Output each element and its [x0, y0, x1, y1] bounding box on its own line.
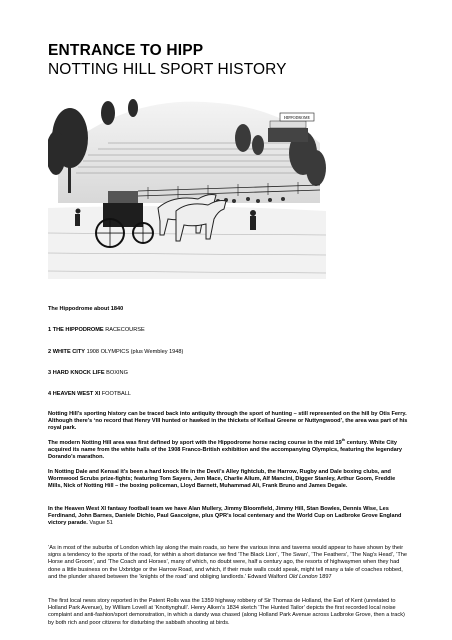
paragraph-walford-quote	[48, 545, 410, 581]
toc-rest: BOXING	[106, 370, 128, 376]
sign-text: HIPPODROME	[283, 115, 311, 120]
paragraph-boxing: In Notting Dale and Kensal it’s been a hard knock life in the Devil’s Alley fightclub, the Harrow, Rugby and Dale boxing clubs, and Wormwood Scrubs prize-fights; featuring Tom Sayers, Jem Mace, Charlie Allum, Alf Mancini, Digger Stanley, Arthur Goom, Freddie Mills, Nick of Notting Hill – the boxing policeman, Lloyd Barnett, Muhammad Ali, Frank Bruno and James Degale.	[48, 469, 396, 490]
title-line-2: NOTTING HILL SPORT HISTORY	[48, 61, 287, 78]
toc-num: 1	[48, 327, 52, 333]
toc-item-1	[48, 327, 408, 333]
para-text: Vague 51	[87, 520, 113, 527]
para-text: 1897	[317, 573, 332, 580]
toc-title: HEAVEN WEST XI	[52, 391, 101, 397]
toc-num: 3	[48, 370, 52, 376]
superscript: th	[341, 438, 346, 443]
toc-item-3	[48, 370, 408, 376]
para-text: In the Heaven West XI fantasy football team we have Alan Mullery, Jimmy Bloomfield, Jimmy Hill, Stan Bowles, Dennis Wise, Les Ferdinand, John Barnes, Daniele Dichio, Paul Gascoigne, plus QPR’s local centenary and the World Cup on Ladbroke Grove England victory parade.	[48, 506, 402, 527]
toc-title: HARD KNOCK LIFE	[52, 370, 105, 376]
page-title	[48, 41, 428, 79]
toc-rest: RACECOURSE	[105, 327, 145, 333]
paragraph-patent-rolls: The first local news story reported in the Patent Rolls was the 1359 highway robbery of Sir Thomas de Holland, the Earl of Kent (unrelated to Holland Park Avenue), by William Lovell at ‘Knottynghull’. Henry Alken’s 1834 sketch ‘The Hunted Tailor’ depicts the first recorded local noise complaint and anti-fashion/sport demonstration, in which a dandy was chased (along Holland Park Avenue across Ladbroke Grove, then a track) by both rich and poor citizens for disturbing the sabbath shooting at birds.	[48, 598, 405, 626]
hippodrome-engraving	[48, 83, 326, 279]
figure-caption: The Hippodrome about 1840	[48, 306, 124, 312]
para-text: The modern Notting Hill area was first defined by sport with the Hippodrome horse racing course in the mid 19	[48, 440, 342, 446]
toc-num: 4	[48, 391, 52, 397]
toc-item-2	[48, 349, 408, 355]
toc-title: THE HIPPODROME	[52, 327, 104, 333]
toc-num: 2	[48, 349, 52, 355]
paragraph-hippodrome	[48, 440, 410, 462]
title-line-1: ENTRANCE TO HIPP	[48, 42, 204, 59]
toc-title: WHITE CITY	[52, 349, 86, 355]
toc-rest: FOOTBALL	[101, 391, 131, 397]
paragraph-hunting: Notting Hill’s sporting history can be traced back into antiquity through the sport of hunting – still represented on the hill by Otis Ferry. Although there’s ‘no record that Henry VIII hunted or hawked in the thickets of Kellsal Greene or Nuttyngwood’, the area was part of his royal park.	[48, 411, 408, 432]
toc-item-4	[48, 391, 408, 397]
toc-rest: 1908 OLYMPICS (plus Wembley 1948)	[86, 349, 184, 355]
book-title: Old London	[288, 573, 318, 580]
paragraph-football	[48, 506, 410, 528]
para-text: ‘As in most of the suburbs of London which lay along the main roads, so here the various inns and taverns would appear to have shown by their signs a tendency to the sports of the road, for within a short distance we find ‘The Black Lion’, ‘The Swan’, ‘The Feathers’, ‘The Nag’s Head’, ‘The Horse and Groom’, and ‘The Coach and Horses’, many of which, no doubt were, half a century ago, the resorts of highwaymen when they had done a little business on the Uxbridge or the Harrow Road, and which, if their mute walls could speak, might tell many a tale of coaches robbed, and the plunder shared between the ‘knights of the road’ and obliging landlords.’ Edward Walford	[48, 545, 408, 580]
para-text: century. White City acquired its name from the white halls of the 1908 Franco-British exhibition and the accompanying Olympics, featuring the legendary Dorando’s marathon.	[48, 440, 403, 461]
